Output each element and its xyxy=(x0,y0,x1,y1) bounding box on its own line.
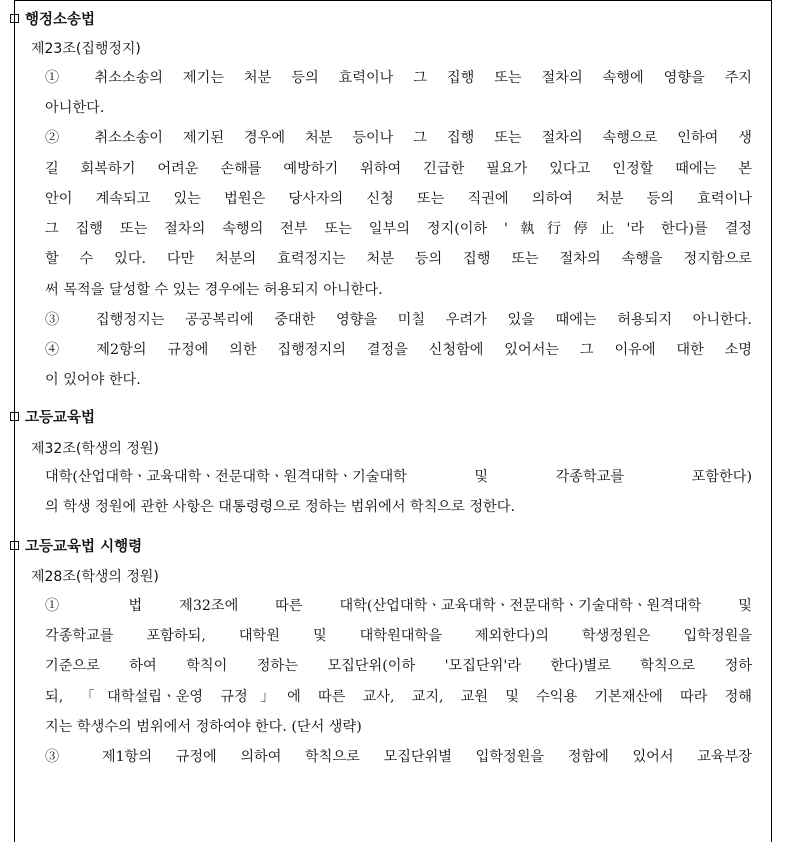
law-text-line: ③ 제1항의 규정에 의하여 학칙으로 모집단위별 입학정원을 정함에 있어서 교육부장 xyxy=(45,749,752,765)
section-title: 행정소송법 xyxy=(25,12,96,28)
law-text-line: 할 수 있다. 다만 처분의 효력정지는 처분 등의 집행 또는 절차의 속행을 정지함으로 xyxy=(45,251,752,267)
article-heading: 제32조(학생의 정원) xyxy=(31,441,159,457)
law-text-line: 써 목적을 달성할 수 있는 경우에는 허용되지 아니한다. xyxy=(45,282,383,298)
law-text-line: 아니한다. xyxy=(45,100,105,116)
law-text-line: 각종학교를 포함하되, 대학원 및 대학원대학을 제외한다)의 학생정원은 입학정원을 xyxy=(45,628,752,644)
checkbox-square-icon xyxy=(10,541,19,550)
law-text-line: 지는 학생수의 범위에서 정하여야 한다. (단서 생략) xyxy=(45,719,362,735)
law-text-line: 안이 계속되고 있는 법원은 당사자의 신청 또는 직권에 의하여 처분 등의 효력이나 xyxy=(45,191,752,207)
law-text-line: 대학(산업대학ㆍ교육대학ㆍ전문대학ㆍ원격대학ㆍ기술대학 및 각종학교를 포함한다) xyxy=(45,469,752,485)
article-heading: 제23조(집행정지) xyxy=(31,41,141,57)
checkbox-square-icon xyxy=(10,412,19,421)
law-text-line: ② 취소소송이 제기된 경우에 처분 등이나 그 집행 또는 절차의 속행으로 인하여 생 xyxy=(45,130,752,146)
article-heading: 제28조(학생의 정원) xyxy=(31,569,159,585)
law-text-line: 기준으로 하여 학칙이 정하는 모집단위(이하 '모집단위'라 한다)별로 학칙으로 정하 xyxy=(45,658,752,674)
section-heading xyxy=(10,406,95,427)
checkbox-square-icon xyxy=(10,14,19,23)
law-text-line: ① 취소소송의 제기는 처분 등의 효력이나 그 집행 또는 절차의 속행에 영향을 주지 xyxy=(45,70,752,86)
law-text-line: 되, 「대학설립ㆍ운영 규정」에 따른 교사, 교지, 교원 및 수익용 기본재산에 따라 정해 xyxy=(45,689,752,705)
law-text-line: 길 회복하기 어려운 손해를 예방하기 위하여 긴급한 필요가 있다고 인정할 때에는 본 xyxy=(45,161,752,177)
law-text-line: ① 법 제32조에 따른 대학(산업대학ㆍ교육대학ㆍ전문대학ㆍ기술대학ㆍ원격대학 및 xyxy=(45,598,752,614)
law-text-line: ③ 집행정지는 공공복리에 중대한 영향을 미칠 우려가 있을 때에는 허용되지 아니한다. xyxy=(45,312,752,328)
section-title: 고등교육법 시행령 xyxy=(25,539,143,555)
law-text-line: 이 있어야 한다. xyxy=(45,372,141,388)
law-text-line: 그 집행 또는 절차의 속행의 전부 또는 일부의 정지(이하 '執行停止'라 한다)를 결정 xyxy=(45,221,752,237)
section-heading xyxy=(10,8,95,29)
section-title: 고등교육법 xyxy=(25,410,96,426)
law-text-line: 의 학생 정원에 관한 사항은 대통령령으로 정하는 범위에서 학칙으로 정한다. xyxy=(45,499,515,515)
law-text-line: ④ 제2항의 규정에 의한 집행정지의 결정을 신청함에 있어서는 그 이유에 대한 소명 xyxy=(45,342,752,358)
section-heading xyxy=(10,535,142,556)
